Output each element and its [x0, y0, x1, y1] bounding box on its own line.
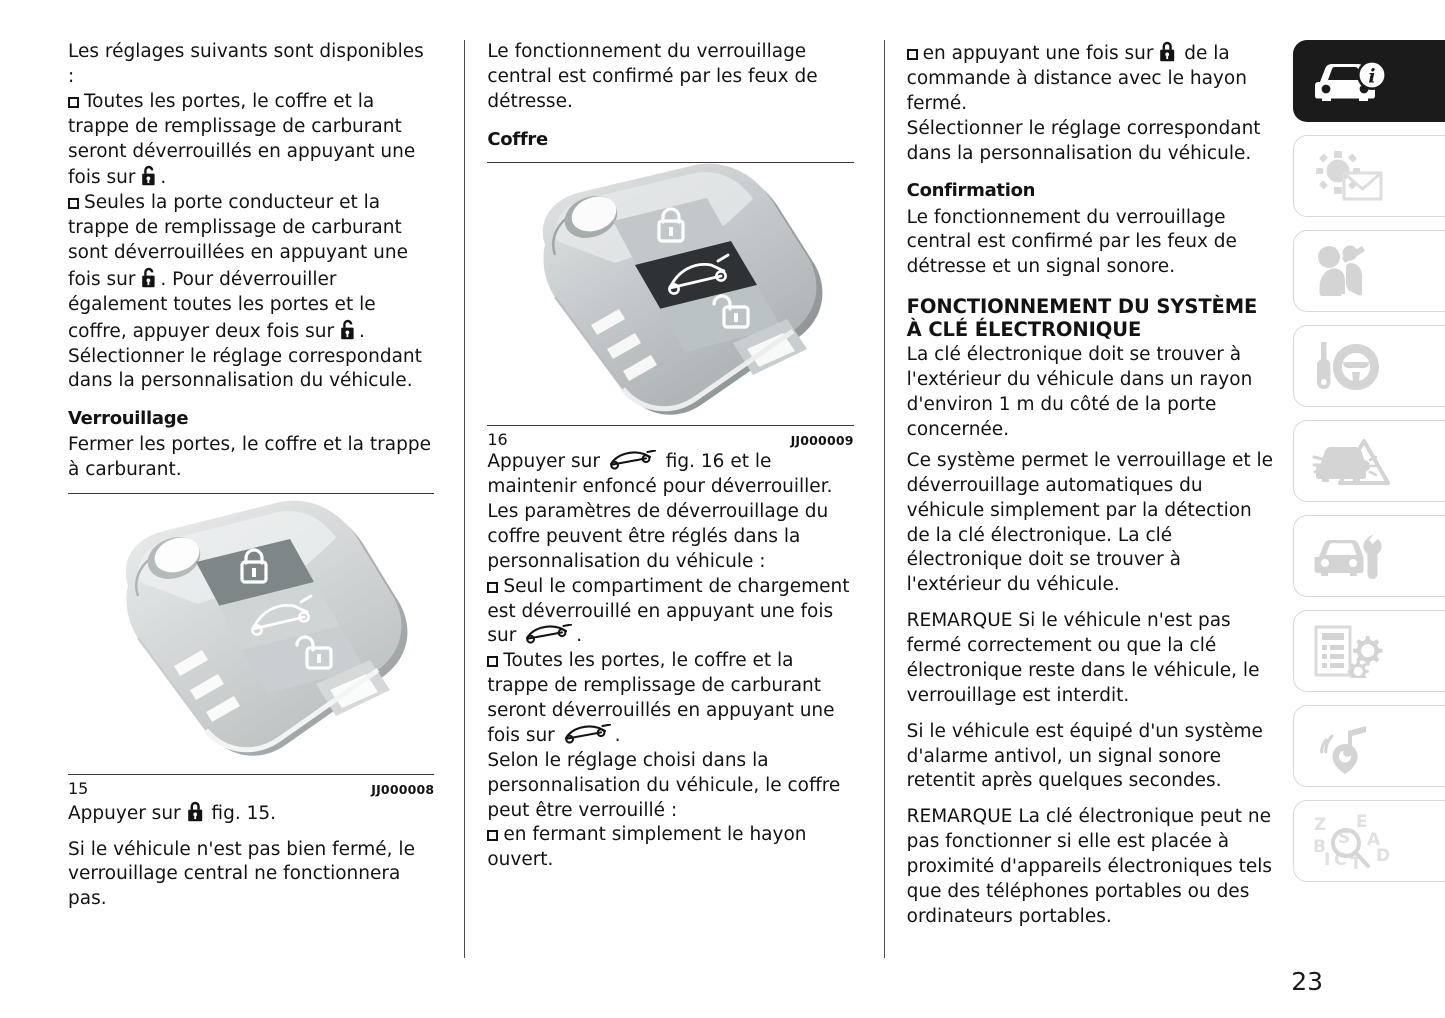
tab-multimedia[interactable] — [1293, 705, 1445, 787]
section-heading-electronic-key: FONCTIONNEMENT DU SYSTÈME À CLÉ ÉLECTRONIQUE — [906, 295, 1258, 341]
unlock-icon — [141, 164, 160, 187]
letters-search-icon — [1312, 813, 1396, 869]
paragraph: Sélectionner le réglage correspondant dans la personnalisation du véhicule. — [906, 117, 1261, 164]
boot-icon — [522, 624, 576, 644]
figure-15-image — [68, 494, 434, 774]
sun-envelope-icon — [1312, 149, 1384, 203]
figure-caption — [68, 775, 434, 800]
spacer — [907, 598, 1273, 609]
spacer — [907, 794, 1273, 805]
svg-text:C: C — [1334, 850, 1347, 869]
svg-text:S: S — [1338, 828, 1351, 848]
music-pin-icon — [1312, 718, 1374, 774]
bullet-text: en fermant simplement le hayon ouvert. — [487, 824, 807, 871]
tab-maintenance[interactable] — [1293, 515, 1445, 597]
bullet-text: Toutes les portes, le coffre et la trappe de remplissage de carburant seront déverrouillés en appuyant une fois sur — [68, 90, 416, 189]
paragraph: Fermer les portes, le coffre et la trappe à carburant. — [68, 434, 431, 481]
airbag-occupant-icon — [1312, 244, 1376, 298]
bullet-square-icon — [68, 198, 79, 209]
bullet-text-tail: de la commande à distance avec le hayon fermé. — [906, 43, 1247, 114]
bullet-item — [487, 649, 853, 749]
bullet-square-icon — [487, 582, 498, 593]
lock-icon — [187, 800, 206, 823]
figure-caption — [487, 426, 853, 451]
bullet-text-tail: . — [160, 167, 167, 189]
car-warning-icon — [1312, 435, 1390, 487]
bullet-item — [487, 823, 853, 873]
key-steering-icon — [1312, 340, 1382, 392]
text-after-icon: fig. 16 et le maintenir enfoncé pour déverrouiller. — [487, 451, 833, 498]
boot-icon — [606, 450, 660, 470]
paragraph: Les réglages suivants sont disponibles : — [68, 41, 424, 87]
bullet-item — [907, 40, 1273, 117]
note-paragraph: REMARQUE Si le véhicule n'est pas fermé correctement ou que la clé électronique reste dans le véhicule, le verrouillage est interdit. — [906, 610, 1260, 706]
figure-16-image — [487, 163, 853, 425]
paragraph: Le fonctionnement du verrouillage central est confirmé par les feux de détresse. — [487, 41, 818, 112]
svg-text:A: A — [1367, 830, 1381, 850]
figure-16 — [487, 162, 853, 451]
tab-safety[interactable] — [1293, 230, 1445, 312]
svg-text:T: T — [1350, 854, 1362, 869]
page-number: 23 — [1291, 967, 1323, 996]
unlock-icon — [141, 266, 160, 289]
tab-index[interactable] — [1293, 800, 1445, 882]
figure-number: 16 — [487, 429, 508, 449]
spacer — [907, 709, 1273, 720]
bullet-text-mid: . Pour déverrouiller également toutes les portes et le coffre, appuyer deux fois sur — [68, 268, 376, 342]
bullet-text: Seules la porte conducteur et la trappe de remplissage de carburant sont déverrouillées en appuyant une fois sur — [68, 192, 409, 290]
spacer — [68, 827, 434, 838]
svg-text:D: D — [1376, 846, 1391, 866]
svg-text:E: E — [1356, 813, 1368, 832]
bullet-square-icon — [487, 830, 498, 841]
bullet-item — [68, 90, 434, 192]
figure-code: JJ000009 — [790, 432, 854, 448]
car-wrench-icon — [1312, 530, 1386, 582]
paragraph-with-icon — [487, 450, 853, 500]
tab-specifications[interactable] — [1293, 610, 1445, 692]
text-after-icon: fig. 15. — [205, 802, 277, 824]
car-info-icon — [1312, 56, 1390, 106]
tab-dashboard[interactable] — [1293, 135, 1445, 217]
column-1 — [68, 40, 456, 958]
paragraph: Sélectionner le réglage correspondant dans la personnalisation du véhicule. — [68, 345, 422, 392]
svg-text:Z: Z — [1314, 815, 1327, 835]
bullet-square-icon — [68, 97, 79, 108]
svg-text:i: i — [1368, 65, 1376, 88]
paragraph: Si le véhicule est équipé d'un système d'alarme antivol, un signal sonore retentit après quelques secondes. — [906, 720, 1263, 792]
bullet-text: Seul le compartiment de chargement est déverrouillé en appuyant une fois sur — [487, 575, 850, 647]
paragraph-with-icon — [68, 800, 434, 827]
figure-15 — [68, 493, 434, 800]
column-2 — [464, 40, 875, 958]
bullet-square-icon — [487, 656, 498, 667]
figure-number: 15 — [68, 779, 89, 799]
bullet-text: en appuyant une fois sur — [922, 43, 1160, 64]
section-heading-confirmation: Confirmation — [906, 180, 1036, 202]
text-before-icon: Appuyer sur — [487, 451, 606, 473]
figure-code: JJ000008 — [371, 782, 435, 798]
lock-icon — [1159, 40, 1178, 63]
bullet-item — [68, 191, 434, 344]
page-columns — [68, 40, 1273, 958]
paragraph: Le fonctionnement du verrouillage central est confirmé par les feux de détresse et un signal sonore. — [906, 206, 1237, 278]
text-before-icon: Appuyer sur — [68, 802, 187, 824]
paragraph: Ce système permet le verrouillage et le déverrouillage automatiques du véhicule simplement par la détection de la clé électronique. La clé électronique doit se trouver à l'extérieur du véhicule. — [906, 449, 1273, 596]
tab-emergency[interactable] — [1293, 420, 1445, 502]
boot-icon — [561, 724, 615, 744]
section-tab-rail — [1293, 40, 1445, 882]
paragraph: Selon le réglage choisi dans la personnalisation du véhicule, le coffre peut être verrouillé : — [487, 749, 841, 821]
paragraph: Si le véhicule n'est pas bien fermé, le verrouillage central ne fonctionnera pas. — [68, 838, 415, 910]
tab-vehicle-info[interactable] — [1293, 40, 1445, 122]
section-heading-verrouillage: Verrouillage — [68, 408, 189, 430]
bullet-text-tail: . — [614, 724, 621, 746]
bullet-text-tail: . — [576, 625, 583, 647]
svg-text:B: B — [1313, 837, 1326, 857]
bullet-text-tail: . — [358, 320, 365, 342]
column-3 — [884, 40, 1273, 958]
tab-starting[interactable] — [1293, 325, 1445, 407]
svg-text:I: I — [1324, 850, 1331, 869]
list-gears-icon — [1312, 624, 1386, 678]
unlock-icon — [340, 318, 359, 341]
section-heading-coffre: Coffre — [487, 128, 548, 150]
note-paragraph: REMARQUE La clé électronique peut ne pas fonctionner si elle est placée à proximité d'appareils électroniques tels que des téléphones portables ou des ordinateurs portables. — [906, 806, 1272, 927]
paragraph: Les paramètres de déverrouillage du coffre peuvent être réglés dans la personnalisation du véhicule : — [487, 501, 829, 572]
paragraph: La clé électronique doit se trouver à l'extérieur du véhicule dans un rayon d'environ 1 m du côté de la porte concernée. — [906, 344, 1253, 441]
bullet-square-icon — [907, 49, 918, 60]
bullet-item — [487, 575, 853, 650]
bullet-text: Toutes les portes, le coffre et la trappe de remplissage de carburant seront déverrouillés en appuyant une fois sur — [487, 650, 835, 746]
